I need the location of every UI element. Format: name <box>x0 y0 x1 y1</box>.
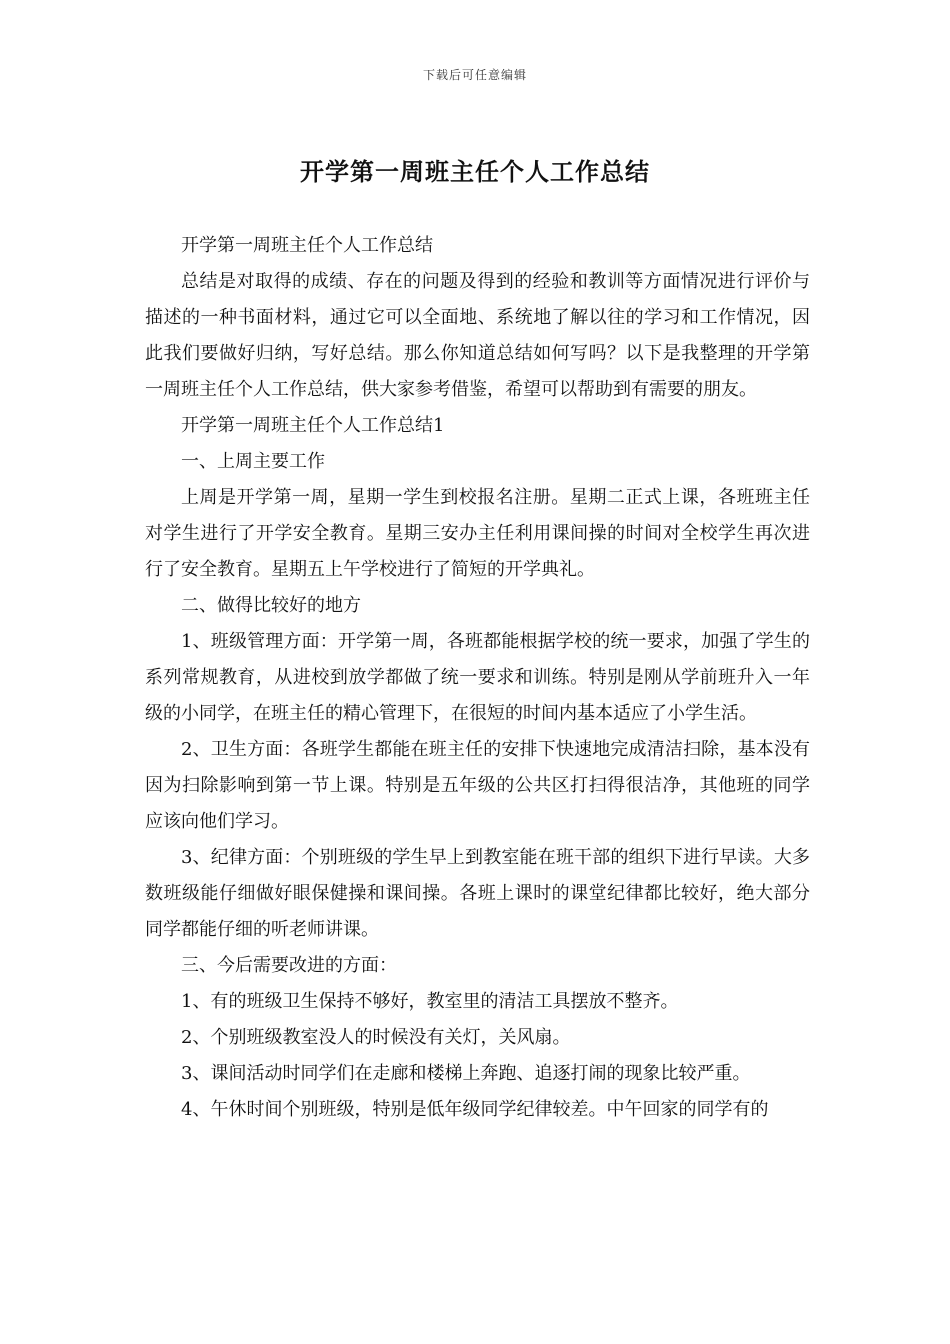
paragraph-subtitle: 开学第一周班主任个人工作总结 <box>181 235 433 256</box>
heading-last-week-work: 一、上周主要工作 <box>181 451 325 472</box>
list-item-improvement-3: 3、课间活动时同学们在走廊和楼梯上奔跑、追逐打闹的现象比较严重。 <box>181 1063 751 1084</box>
paragraph-last-week-work: 上周是开学第一周，星期一学生到校报名注册。星期二正式上课，各班班主任对学生进行了开学安全教育。星期三安办主任利用课间操的时间对全校学生再次进行了安全教育。星期五上午学校进行了简短的开学典礼。 <box>145 487 810 580</box>
paragraph-intro: 总结是对取得的成绩、存在的问题及得到的经验和教训等方面情况进行评价与描述的一种书面材料，通过它可以全面地、系统地了解以往的学习和工作情况，因此我们要做好归纳，写好总结。那么你知道总结如何写吗？以下是我整理的开学第一周班主任个人工作总结，供大家参考借鉴，希望可以帮助到有需要的朋友。 <box>145 271 810 400</box>
heading-good-points: 二、做得比较好的地方 <box>181 595 361 616</box>
header-note: 下载后可任意编辑 <box>422 68 527 82</box>
document-title: 开学第一周班主任个人工作总结 <box>300 157 650 186</box>
paragraph-hygiene: 2、卫生方面：各班学生都能在班主任的安排下快速地完成清洁扫除，基本没有因为扫除影响到第一节上课。特别是五年级的公共区打扫得很洁净，其他班的同学应该向他们学习。 <box>145 739 810 832</box>
document-body <box>145 228 810 1128</box>
list-item-improvement-4: 4、午休时间个别班级，特别是低年级同学纪律较差。中午回家的同学有的 <box>181 1099 769 1120</box>
heading-improvements: 三、今后需要改进的方面： <box>181 955 397 976</box>
list-item-improvement-2: 2、个别班级教室没人的时候没有关灯，关风扇。 <box>181 1027 571 1048</box>
paragraph-section-title: 开学第一周班主任个人工作总结1 <box>181 415 445 436</box>
paragraph-class-management: 1、班级管理方面：开学第一周，各班都能根据学校的统一要求，加强了学生的系列常规教育，从进校到放学都做了统一要求和训练。特别是刚从学前班升入一年级的小同学，在班主任的精心管理下，在很短的时间内基本适应了小学生活。 <box>145 631 810 724</box>
paragraph-discipline: 3、纪律方面：个别班级的学生早上到教室能在班干部的组织下进行早读。大多数班级能仔细做好眼保健操和课间操。各班上课时的课堂纪律都比较好，绝大部分同学都能仔细的听老师讲课。 <box>145 847 810 940</box>
list-item-improvement-1: 1、有的班级卫生保持不够好，教室里的清洁工具摆放不整齐。 <box>181 991 679 1012</box>
